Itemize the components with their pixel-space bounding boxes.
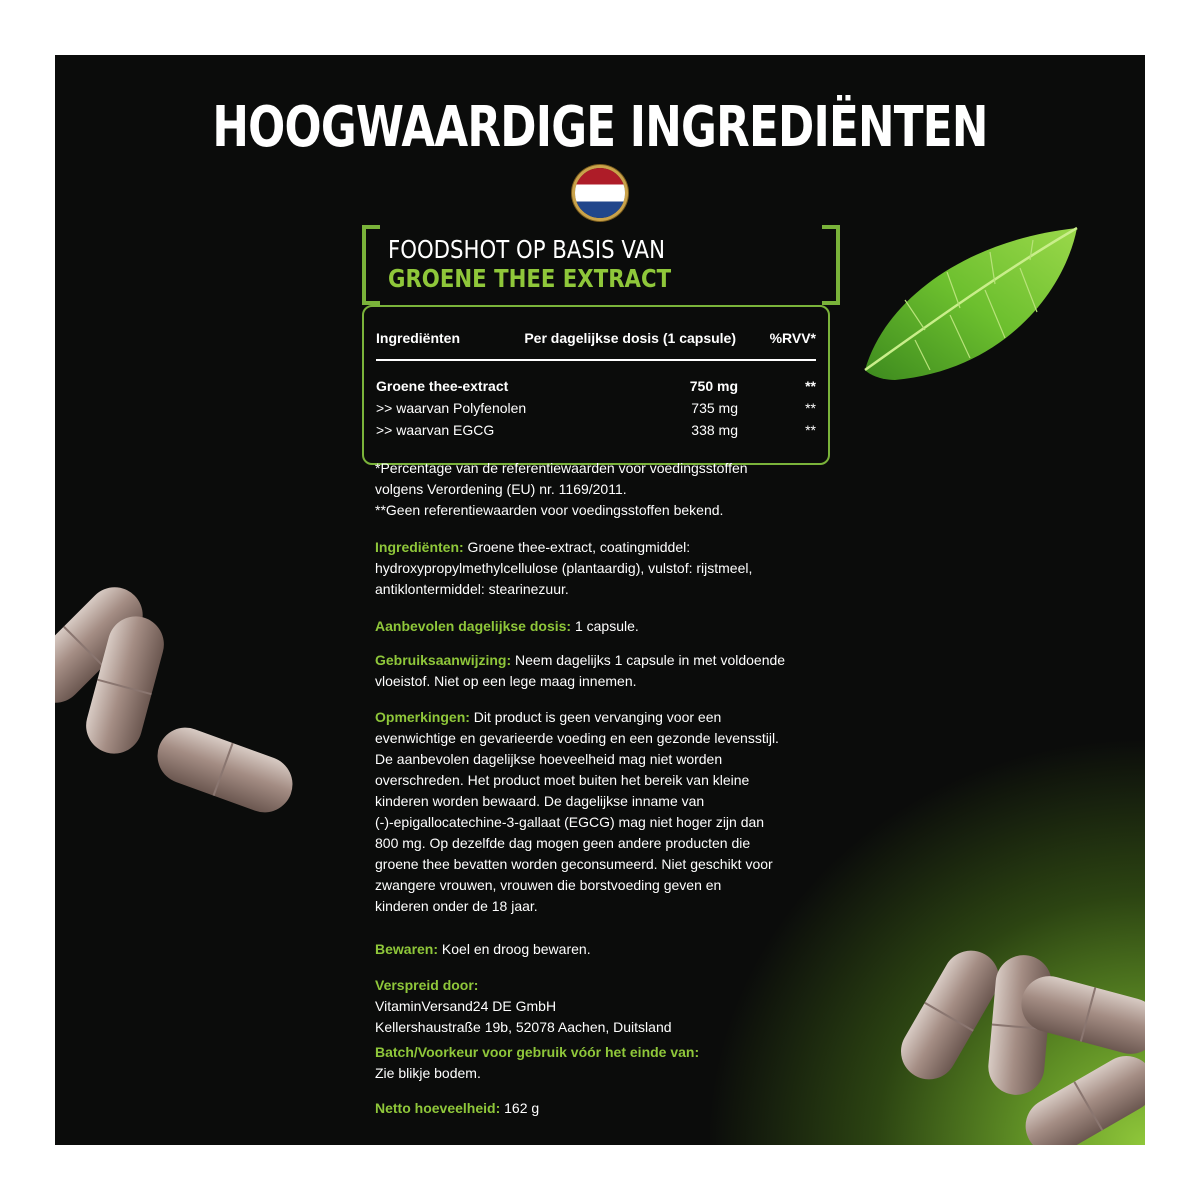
remarks-text: kinderen onder de 18 jaar. [375,898,538,914]
table-divider [376,359,816,361]
remarks-label: Opmerkingen: [375,709,470,725]
distributor-section [375,975,845,1038]
ingredients-text: hydroxypropylmethylcellulose (plantaardig), vulstof: rijstmeel, [375,560,753,576]
capsules-right-image [860,905,1145,1145]
remarks-text: (-)-epigallocatechine-3-gallaat (EGCG) mag niet hoger zijn dan [375,814,765,830]
footnote-line: *Percentage van de referentiewaarden voor voedingsstoffen [375,460,748,476]
distributor-label: Verspreid door: [375,977,479,993]
net-quantity-text: 162 g [500,1100,540,1116]
table-cell: >> waarvan Polyfenolen [376,400,527,416]
bracket-right-decoration [822,225,840,305]
green-tea-leaf-icon [855,220,1085,390]
table-row [376,419,816,441]
product-heading-line2: GROENE THEE EXTRACT [388,264,672,293]
usage-label: Gebruiksaanwijzing: [375,652,512,668]
info-panel [55,55,1145,1145]
usage-text: vloeistof. Niet op een lege maag innemen. [375,673,637,689]
remarks-text: overschreden. Het product moet buiten het bereik van kleine [375,772,750,788]
footnote-line: **Geen referentiewaarden voor voedingsstoffen bekend. [375,502,724,518]
remarks-text: groene thee bevatten worden geconsumeerd. Niet geschikt voor [375,856,773,872]
netherlands-flag-icon [575,168,625,218]
remarks-text: De aanbevolen dagelijkse hoeveelheid mag niet worden [375,751,723,767]
footnotes [375,458,845,521]
page-title: HOOGWAARDIGE INGREDIËNTEN [212,95,988,160]
table-cell: >> waarvan EGCG [376,422,495,438]
distributor-text: VitaminVersand24 DE GmbH [375,998,557,1014]
table-cell: 750 mg [689,378,738,394]
net-quantity-label: Netto hoeveelheid: [375,1100,501,1116]
footnote-line: volgens Verordening (EU) nr. 1169/2011. [375,481,627,497]
bracket-left-decoration [362,225,380,305]
storage-section [375,939,845,960]
remarks-text: 800 mg. Op dezelfde dag mogen geen andere producten die [375,835,751,851]
table-cell: ** [805,400,816,416]
remarks-text: Dit product is geen vervanging voor een [469,709,722,725]
table-header-cell: Per dagelijkse dosis (1 capsule) [524,330,736,346]
dose-text: 1 capsule. [571,618,639,634]
table-row [376,397,816,419]
table-header-row [376,327,816,349]
product-heading-line1: FOODSHOT OP BASIS VAN [388,235,665,264]
net-quantity-section [375,1098,845,1119]
dose-label: Aanbevolen dagelijkse dosis: [375,618,572,634]
dose-section [375,616,845,637]
storage-label: Bewaren: [375,941,439,957]
capsules-left-image [55,555,295,815]
usage-text: Neem dagelijks 1 capsule in met voldoende [511,652,786,668]
ingredients-text: Groene thee-extract, coatingmiddel: [463,539,691,555]
table-cell: ** [805,422,816,438]
batch-text: Zie blikje bodem. [375,1065,481,1081]
table-cell: 338 mg [691,422,738,438]
usage-section [375,650,845,692]
remarks-section [375,707,845,917]
table-cell: 735 mg [691,400,738,416]
table-header-cell: %RVV* [769,330,816,346]
remarks-text: zwangere vrouwen, vrouwen die borstvoeding geven en [375,877,722,893]
table-row [376,375,816,397]
storage-text: Koel en droog bewaren. [438,941,591,957]
remarks-text: evenwichtige en gevarieerde voeding en een gezonde levensstijl. [375,730,779,746]
ingredients-text: antiklontermiddel: stearinezuur. [375,581,569,597]
batch-section [375,1042,845,1084]
table-cell: Groene thee-extract [376,378,509,394]
nutrition-table [362,305,830,465]
remarks-text: kinderen worden bewaard. De dagelijkse inname van [375,793,705,809]
table-header-cell: Ingrediënten [376,330,461,346]
ingredients-section [375,537,845,600]
distributor-text: Kellershaustraße 19b, 52078 Aachen, Duitsland [375,1019,672,1035]
ingredients-label: Ingrediënten: [375,539,464,555]
table-cell: ** [805,378,816,394]
batch-label: Batch/Voorkeur voor gebruik vóór het einde van: [375,1044,700,1060]
